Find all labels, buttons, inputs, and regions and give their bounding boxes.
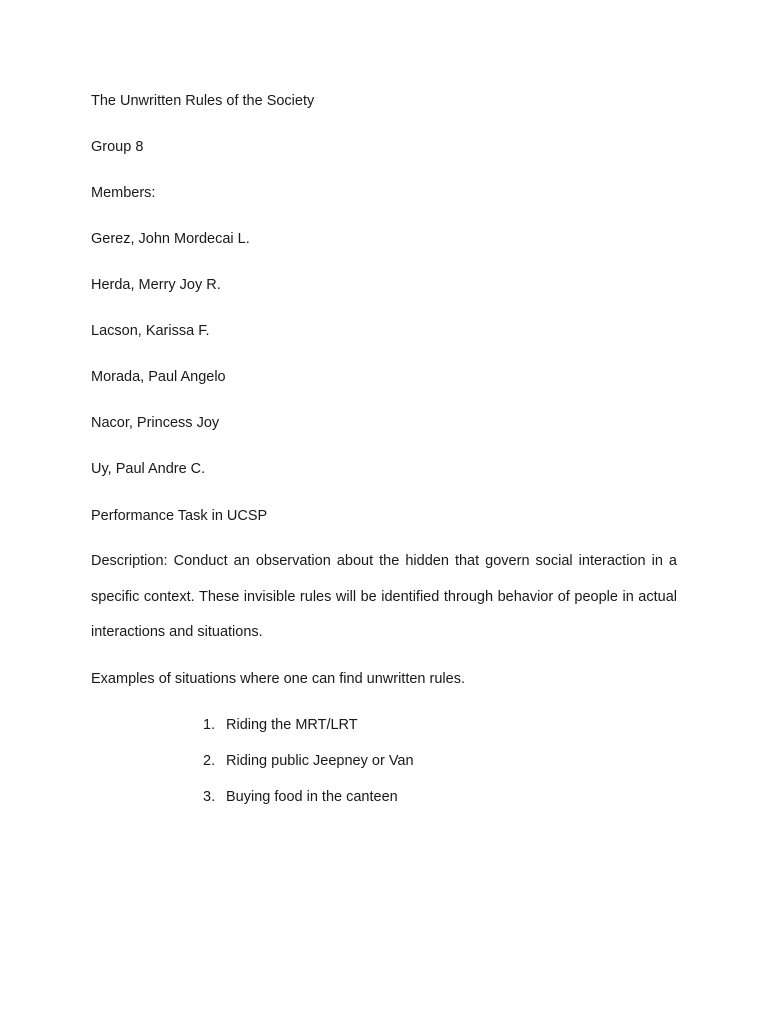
member-name: Gerez, John Mordecai L. xyxy=(91,231,250,247)
list-item-number: 2. xyxy=(203,753,216,769)
list-item-number: 1. xyxy=(203,717,216,733)
member-name: Morada, Paul Angelo xyxy=(91,369,226,385)
list-item-text: Riding the MRT/LRT xyxy=(226,717,358,733)
examples-intro: Examples of situations where one can find unwritten rules. xyxy=(91,671,465,687)
examples-list xyxy=(203,716,414,824)
list-item xyxy=(203,716,414,752)
task-title: Performance Task in UCSP xyxy=(91,508,268,524)
document-title: The Unwritten Rules of the Society xyxy=(91,93,315,109)
group-label: Group 8 xyxy=(91,139,144,155)
list-item xyxy=(203,788,414,824)
list-item xyxy=(203,752,414,788)
member-name: Herda, Merry Joy R. xyxy=(91,277,221,293)
member-name: Nacor, Princess Joy xyxy=(91,415,220,431)
list-item-text: Buying food in the canteen xyxy=(226,789,398,805)
member-name: Uy, Paul Andre C. xyxy=(91,461,206,477)
members-heading: Members: xyxy=(91,185,156,201)
description-paragraph: Description: Conduct an observation about the hidden that govern social interaction in a specific context. These invisible rules will be identified through behavior of people in actual interactions and situations. xyxy=(91,553,677,640)
list-item-text: Riding public Jeepney or Van xyxy=(226,753,414,769)
member-name: Lacson, Karissa F. xyxy=(91,323,210,339)
list-item-number: 3. xyxy=(203,789,216,805)
